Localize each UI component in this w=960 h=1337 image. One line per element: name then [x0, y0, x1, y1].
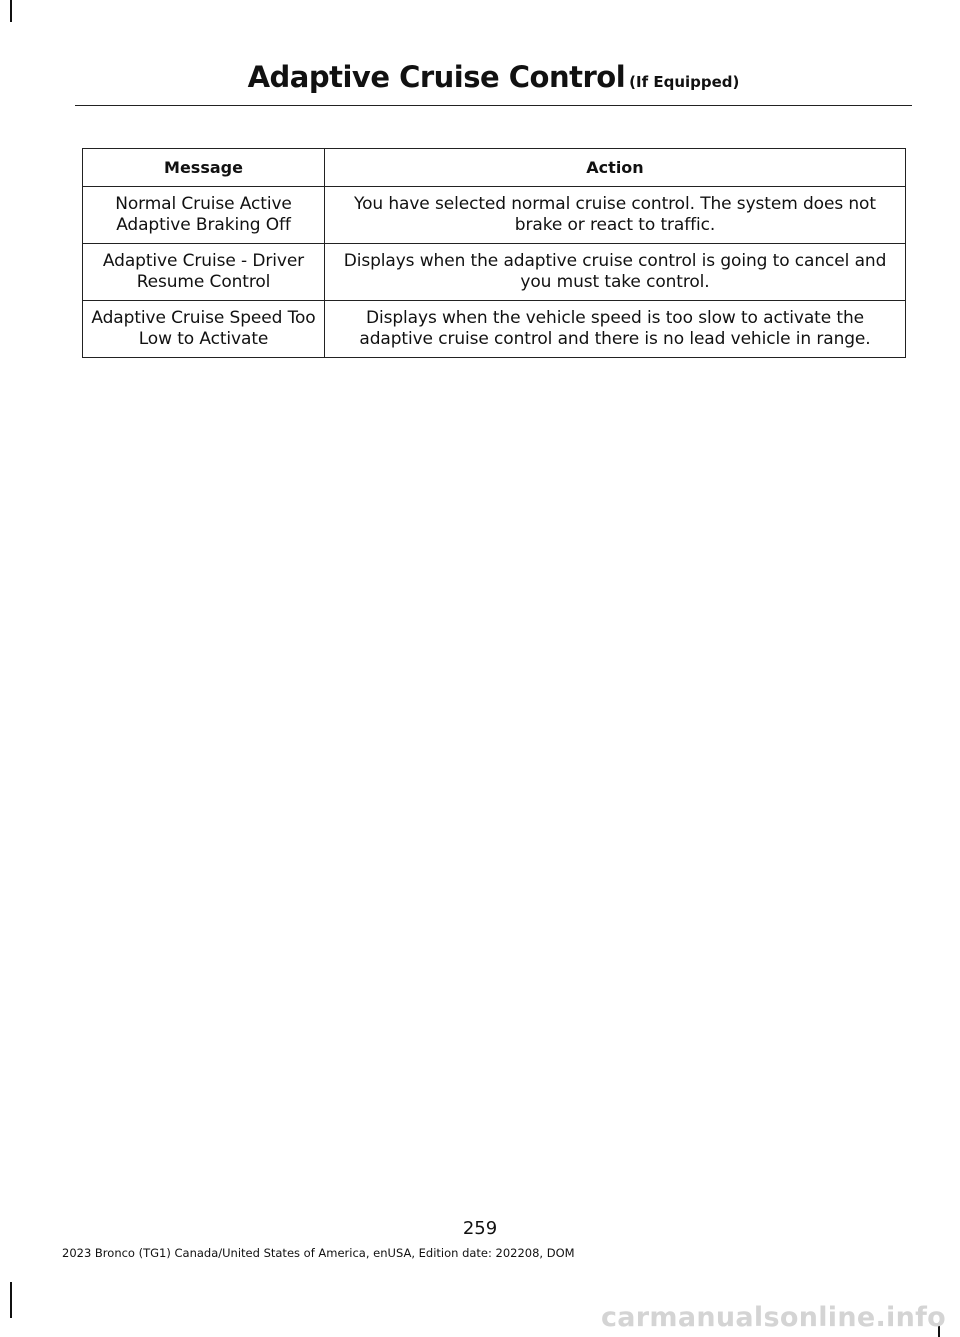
action-cell: Displays when the vehicle speed is too slow to activate the adaptive cruise control and there is no lead vehicle in range. [325, 301, 906, 358]
column-header-message: Message [83, 149, 325, 187]
page-header [75, 58, 912, 101]
header-divider [75, 105, 912, 106]
crop-mark-top-left [10, 0, 12, 22]
column-header-action: Action [325, 149, 906, 187]
action-cell: Displays when the adaptive cruise control is going to cancel and you must take control. [325, 244, 906, 301]
table-row [83, 187, 906, 244]
message-cell: Adaptive Cruise Speed Too Low to Activate [83, 301, 325, 358]
message-cell: Normal Cruise Active Adaptive Braking Off [83, 187, 325, 244]
crop-mark-bottom-left [10, 1282, 12, 1318]
table-header-row [83, 149, 906, 187]
table-row [83, 301, 906, 358]
watermark-logo: carmanualsonline.info [600, 1302, 946, 1333]
message-table [82, 148, 906, 358]
table-row [83, 244, 906, 301]
page-number: 259 [462, 1218, 498, 1239]
edition-footer: 2023 Bronco (TG1) Canada/United States of America, enUSA, Edition date: 202208, DOM [62, 1246, 575, 1260]
action-cell: You have selected normal cruise control. The system does not brake or react to traffic. [325, 187, 906, 244]
message-cell: Adaptive Cruise - Driver Resume Control [83, 244, 325, 301]
page-subtitle: (If Equipped) [629, 73, 740, 91]
page-title: Adaptive Cruise Control [247, 60, 626, 94]
